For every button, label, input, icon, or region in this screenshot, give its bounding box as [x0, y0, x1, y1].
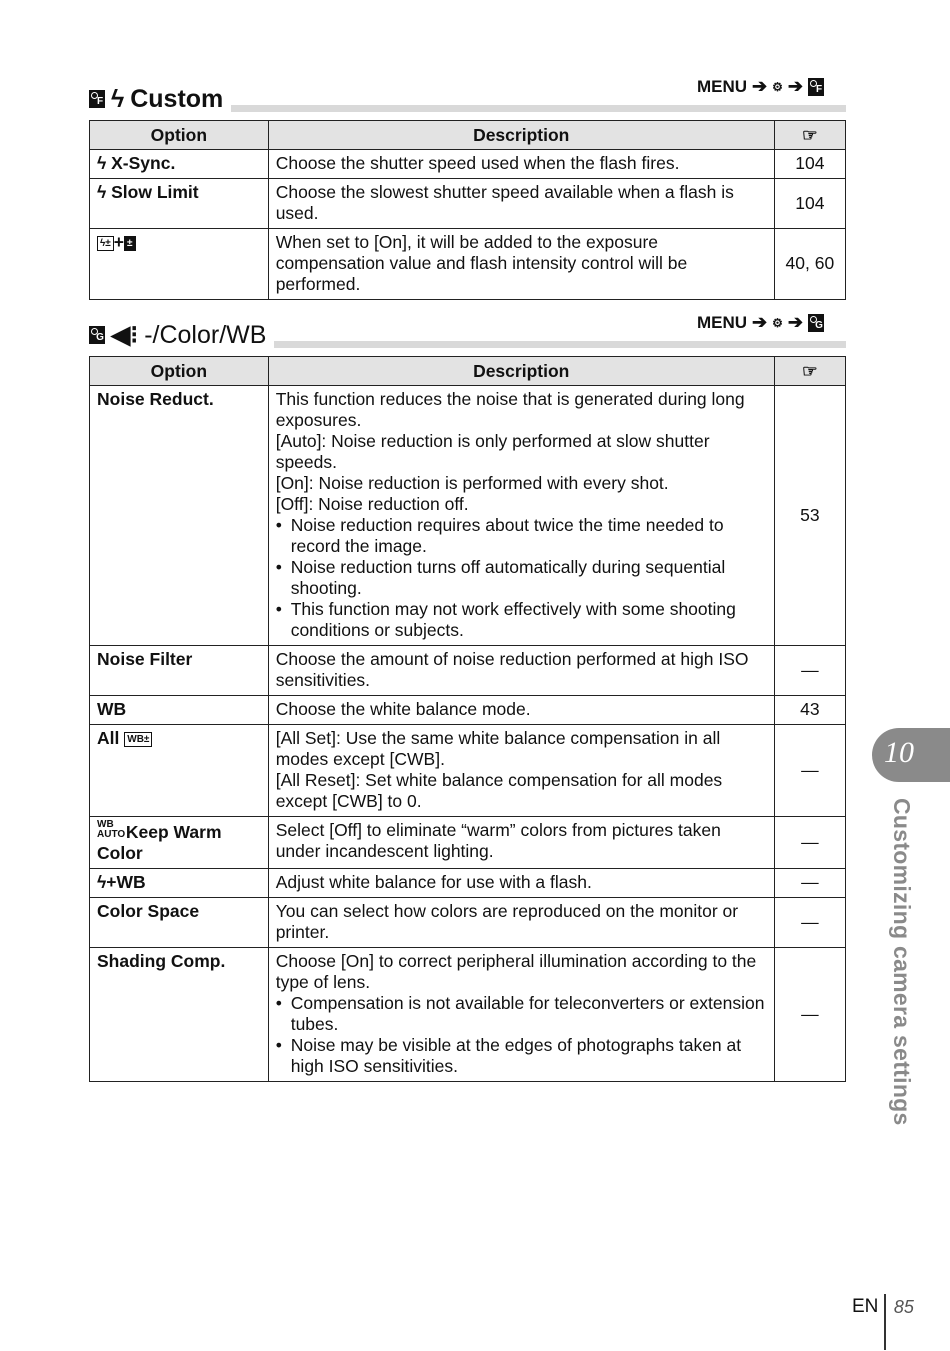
page-ref: 104: [774, 150, 845, 179]
list-item: • Noise reduction turns off automatically during sequential shooting.: [275, 557, 726, 598]
list-item: • Noise reduction requires about twice the time needed to record the image.: [275, 515, 724, 556]
list-item: • This function may not work effectively with some shooting conditions or subjects.: [275, 599, 736, 640]
option-label: All: [97, 728, 120, 748]
table-row: [90, 646, 846, 696]
page-ref: —: [774, 817, 845, 869]
description-cell: Choose the shutter speed used when the flash fires.: [268, 150, 774, 179]
option-label: Slow Limit: [111, 182, 199, 202]
description-cell: Choose the slowest shutter speed available when a flash is used.: [268, 179, 774, 229]
page-ref: 53: [774, 386, 845, 646]
table-row: [90, 725, 846, 817]
table-row: [90, 179, 846, 229]
table-row: [90, 696, 846, 725]
option-label: X-Sync.: [111, 153, 176, 173]
chapter-number: 10: [884, 736, 914, 769]
flash-icon: ϟ: [111, 85, 125, 113]
option-label: Noise Filter: [90, 646, 269, 696]
description-cell: Choose the white balance mode.: [268, 696, 774, 725]
table-row: [90, 386, 846, 646]
table-row: [90, 898, 846, 948]
wb-auto-icon: WB AUTO: [97, 819, 126, 840]
arrow-right-icon: ➔: [752, 76, 768, 96]
section-title: G ◀⁝ -/Color/WB: [89, 320, 274, 350]
color-wb-table: [89, 356, 846, 1082]
custom-flash-table: [89, 120, 846, 300]
column-header-option: Option: [90, 121, 269, 150]
image-quality-icon: ◀⁝: [111, 321, 139, 349]
custom-menu-tab-icon: G: [89, 326, 105, 344]
gear-icon: ⚙: [772, 315, 783, 330]
option-label: Noise Reduct.: [90, 386, 269, 646]
table-row: [90, 150, 846, 179]
page-number: 85: [893, 1297, 914, 1317]
column-header-description: Description: [268, 121, 774, 150]
wb-compensation-icon: WB±: [124, 732, 152, 747]
page-footer: [852, 1294, 914, 1350]
table-row: [90, 869, 846, 898]
option-label: +WB: [106, 872, 146, 892]
flash-icon: ϟ: [97, 182, 112, 202]
gear-icon: ⚙: [772, 79, 783, 94]
page-ref: 40, 60: [774, 229, 845, 300]
description-cell: Adjust white balance for use with a flash.: [268, 869, 774, 898]
table-row: [90, 948, 846, 1082]
reference-page-icon: ☞: [774, 121, 845, 150]
option-label: +: [113, 232, 125, 252]
option-label: Color Space: [90, 898, 269, 948]
description-cell: [All Set]: Use the same white balance compensation in all modes except [CWB]. [All Reset]: Set white balance compensation for all modes except [CWB] to 0.: [268, 725, 774, 817]
page-ref: 43: [774, 696, 845, 725]
arrow-right-icon: ➔: [787, 76, 803, 96]
option-label: WB: [90, 696, 269, 725]
custom-menu-tab-icon: F: [808, 78, 824, 96]
chapter-tab: [872, 728, 950, 782]
arrow-right-icon: ➔: [787, 312, 803, 332]
option-label: Keep Warm Color: [97, 822, 222, 863]
page-ref: —: [774, 948, 845, 1082]
page-ref: —: [774, 869, 845, 898]
column-header-description: Description: [268, 357, 774, 386]
page-ref: —: [774, 646, 845, 696]
table-row: [90, 229, 846, 300]
description-cell: Choose the amount of noise reduction performed at high ISO sensitivities.: [268, 646, 774, 696]
arrow-right-icon: ➔: [752, 312, 768, 332]
section-title: F ϟ Custom: [89, 84, 231, 114]
custom-menu-tab-icon: G: [808, 314, 824, 332]
table-row: [90, 817, 846, 869]
description-cell: Select [Off] to eliminate “warm” colors from pictures taken under incandescent lighting.: [268, 817, 774, 869]
page-ref: 104: [774, 179, 845, 229]
reference-page-icon: ☞: [774, 357, 845, 386]
exposure-compensation-icon: ±: [124, 236, 136, 251]
menu-path: MENU ➔ ⚙ ➔ F: [696, 76, 823, 96]
language-code: EN: [852, 1296, 879, 1317]
list-item: • Compensation is not available for teleconverters or extension tubes.: [275, 993, 765, 1034]
description-cell: You can select how colors are reproduced on the monitor or printer.: [268, 898, 774, 948]
section-custom-header: [89, 76, 846, 113]
menu-path: MENU ➔ ⚙ ➔ G: [696, 312, 823, 332]
chapter-label: Customizing camera settings: [889, 798, 915, 1126]
page-ref: —: [774, 898, 845, 948]
description-cell: When set to [On], it will be added to the exposure compensation value and flash intensity control will be performed.: [268, 229, 774, 300]
flash-icon: ϟ: [97, 872, 107, 892]
column-header-option: Option: [90, 357, 269, 386]
section-color-wb-header: [89, 312, 846, 349]
list-item: • Noise may be visible at the edges of photographs taken at high ISO sensitivities.: [275, 1035, 742, 1076]
custom-menu-tab-icon: F: [89, 90, 105, 108]
page-ref: —: [774, 725, 845, 817]
description-cell: Choose [On] to correct peripheral illumination according to the type of lens. • Compensation is not available for teleconverters or extension tubes. • Noise may be visible at the edges of photographs taken at high ISO sensitivities.: [268, 948, 774, 1082]
option-label: Shading Comp.: [90, 948, 269, 1082]
flash-compensation-icon: ϟ±: [97, 236, 114, 251]
description-cell: This function reduces the noise that is generated during long exposures. [Auto]: Noise reduction is only performed at slow shutter speeds. [On]: Noise reduction is performed with every shot. [Off]: Noise reduction off. • Noise reduction requires about twice the time needed to record the image. • Noise reduction turns off automatically during sequential shooting. • This function may not work effectively with some shooting conditions or subjects.: [268, 386, 774, 646]
flash-icon: ϟ: [97, 153, 112, 173]
